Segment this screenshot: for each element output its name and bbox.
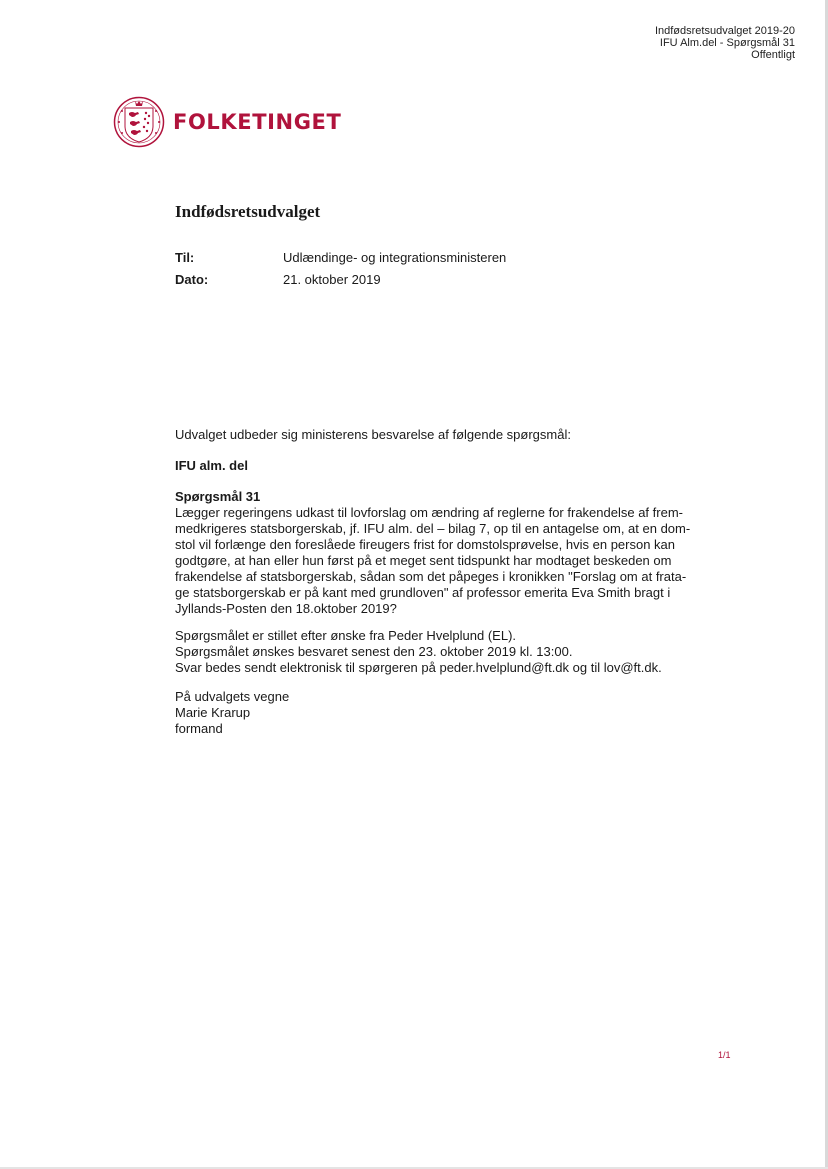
question-line: stol vil forlænge den foreslåede fireugers frist for domstolsprøvelse, hvis en person kan (175, 537, 676, 552)
to-value: Udlændinge- og integrationsministeren (283, 250, 507, 265)
date-value: 21. oktober 2019 (283, 272, 381, 287)
signature-role: formand (175, 721, 223, 736)
signature-name: Marie Krarup (175, 705, 251, 720)
notes-block (175, 628, 662, 676)
question-line: godtgøre, at han eller hun først på et meget sent tidspunkt har modtaget beskeden om (175, 553, 672, 568)
question-line: medkrigeres statsborgerskab, jf. IFU alm. del – bilag 7, op til en antagelse om, at en dom- (175, 521, 691, 536)
committee-title: Indfødsretsudvalget (175, 202, 321, 221)
parliament-seal-icon (113, 96, 165, 148)
question-line: frakendelse af statsborgerskab, sådan som det påpeges i kronikken "Forslag om at frata- (175, 569, 687, 584)
asked-by-text: Spørgsmålet er stillet efter ønske fra Peder Hvelplund (EL). (175, 628, 517, 643)
question-line: Lægger regeringens udkast til lovforslag om ændring af reglerne for frakendelse af frem- (175, 505, 683, 520)
deadline-text: Spørgsmålet ønskes besvaret senest den 23. oktober 2019 kl. 13:00. (175, 644, 573, 659)
intro-text: Udvalget udbeder sig ministerens besvarelse af følgende spørgsmål: (175, 427, 571, 442)
to-label: Til: (175, 250, 195, 265)
question-block (175, 489, 691, 617)
page-number: 1/1 (718, 1050, 731, 1060)
stamp-line-1: Indfødsretsudvalget 2019-20 (654, 25, 795, 37)
folketinget-logo (113, 96, 341, 148)
date-label: Dato: (175, 272, 209, 287)
stamp-line-2: IFU Alm.del - Spørgsmål 31 (659, 37, 795, 49)
logo-text: FOLKETINGET (173, 110, 342, 134)
reference-text: IFU alm. del (175, 458, 248, 473)
header-stamp (655, 25, 795, 61)
stamp-line-3: Offentligt (751, 49, 795, 61)
question-title: Spørgsmål 31 (175, 489, 261, 504)
question-line: Jyllands-Posten den 18.oktober 2019? (175, 601, 397, 616)
signature-block (175, 689, 655, 737)
signature-on-behalf: På udvalgets vegne (175, 689, 290, 704)
reply-to-text: Svar bedes sendt elektronisk til spørgeren på peder.hvelplund@ft.dk og til lov@ft.dk. (175, 660, 662, 675)
question-line: ge statsborgerskab er på kant med grundloven" af professor emerita Eva Smith bragt i (175, 585, 671, 600)
